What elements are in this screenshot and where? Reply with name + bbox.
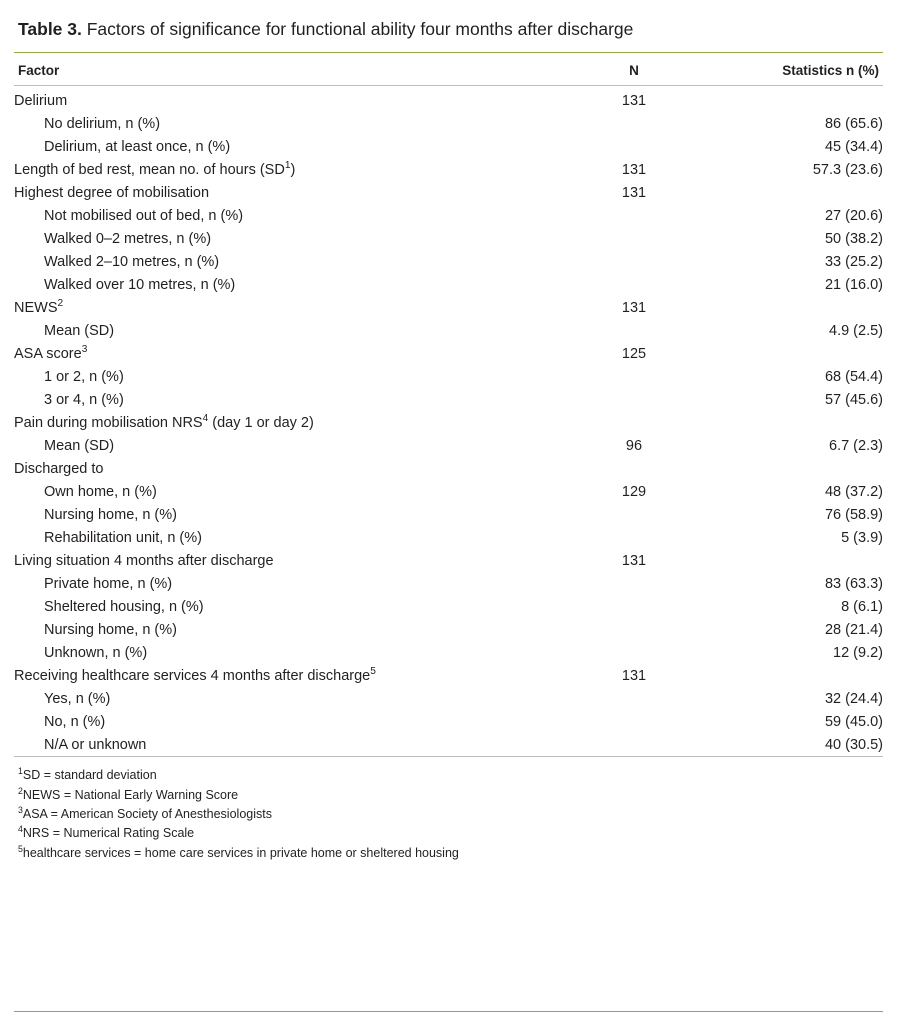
cell-n bbox=[579, 204, 689, 227]
factor-label: Nursing home, n (%) bbox=[44, 506, 177, 523]
cell-n: 125 bbox=[621, 345, 647, 362]
table-row bbox=[14, 687, 883, 710]
table-number: Table 3. bbox=[18, 19, 82, 39]
cell-factor bbox=[14, 319, 579, 342]
cell-statistics: 6.7 (2.3) bbox=[829, 437, 883, 454]
cell-factor bbox=[14, 457, 579, 480]
footnote bbox=[18, 766, 879, 785]
table-row bbox=[14, 572, 883, 595]
cell-factor bbox=[14, 480, 579, 503]
table-row bbox=[14, 388, 883, 411]
factor-label: Own home, n (%) bbox=[44, 483, 157, 500]
factor-label: Sheltered housing, n (%) bbox=[44, 598, 204, 615]
cell-n bbox=[579, 733, 689, 756]
table-row bbox=[14, 158, 883, 181]
table-row bbox=[14, 112, 883, 135]
table-footnotes bbox=[14, 756, 883, 869]
cell-n bbox=[579, 319, 689, 342]
table-row bbox=[14, 135, 883, 158]
cell-n bbox=[579, 641, 689, 664]
cell-statistics: 12 (9.2) bbox=[833, 644, 883, 661]
cell-statistics: 76 (58.9) bbox=[824, 506, 883, 523]
cell-factor bbox=[14, 85, 579, 112]
cell-factor bbox=[14, 641, 579, 664]
factor-label: Pain during mobilisation NRS bbox=[14, 414, 203, 431]
cell-statistics: 32 (24.4) bbox=[824, 690, 883, 707]
table-head bbox=[14, 53, 883, 86]
footnote bbox=[18, 805, 879, 824]
cell-statistics: 40 (30.5) bbox=[824, 736, 883, 753]
cell-factor bbox=[14, 112, 579, 135]
cell-factor bbox=[14, 342, 579, 365]
table-title: Factors of significance for functional ability four months after discharge bbox=[81, 19, 634, 39]
column-header-n: N bbox=[579, 53, 689, 86]
cell-statistics: 45 (34.4) bbox=[824, 138, 883, 155]
factor-label: Mean (SD) bbox=[44, 322, 115, 339]
cell-factor bbox=[14, 227, 579, 250]
footnote bbox=[18, 844, 879, 863]
bottom-rule bbox=[14, 1011, 883, 1012]
column-header-statistics: Statistics n (%) bbox=[689, 53, 883, 86]
table-row bbox=[14, 319, 883, 342]
cell-n bbox=[579, 365, 689, 388]
factor-label: N/A or unknown bbox=[44, 736, 147, 753]
cell-factor bbox=[14, 687, 579, 710]
data-table bbox=[14, 53, 883, 757]
footnote-marker: 2 bbox=[57, 297, 64, 309]
table-row bbox=[14, 526, 883, 549]
factor-label-suffix: (day 1 or day 2) bbox=[208, 414, 314, 431]
footnote-marker: 5 bbox=[370, 665, 376, 677]
cell-factor bbox=[14, 664, 579, 687]
cell-n bbox=[579, 227, 689, 250]
cell-factor bbox=[14, 618, 579, 641]
cell-n: 131 bbox=[621, 299, 647, 316]
cell-factor bbox=[14, 181, 579, 204]
factor-label: Delirium, at least once, n (%) bbox=[44, 138, 231, 155]
cell-statistics: 86 (65.6) bbox=[824, 115, 883, 132]
cell-n: 131 bbox=[621, 184, 647, 201]
header-row bbox=[14, 53, 883, 86]
cell-factor bbox=[14, 434, 579, 457]
factor-label: Walked 2–10 metres, n (%) bbox=[44, 253, 220, 270]
cell-factor bbox=[14, 388, 579, 411]
cell-factor bbox=[14, 365, 579, 388]
cell-statistics: 68 (54.4) bbox=[824, 368, 883, 385]
factor-label: No, n (%) bbox=[44, 713, 106, 730]
cell-statistics: 57.3 (23.6) bbox=[812, 161, 883, 178]
footnote-marker: 4 bbox=[202, 412, 209, 424]
factor-label: Private home, n (%) bbox=[44, 575, 173, 592]
cell-n bbox=[579, 618, 689, 641]
table-body bbox=[14, 85, 883, 756]
table-row bbox=[14, 710, 883, 733]
factor-label: Nursing home, n (%) bbox=[44, 621, 177, 638]
table-row bbox=[14, 457, 883, 480]
cell-factor bbox=[14, 135, 579, 158]
factor-label: 1 or 2, n (%) bbox=[44, 368, 124, 385]
cell-statistics bbox=[689, 342, 883, 365]
cell-n: 129 bbox=[621, 483, 647, 500]
table-row bbox=[14, 85, 883, 112]
cell-factor bbox=[14, 526, 579, 549]
footnote-text: healthcare services = home care services in private home or sheltered housing bbox=[22, 845, 459, 860]
cell-factor bbox=[14, 710, 579, 733]
footnote-text: ASA = American Society of Anesthesiologists bbox=[22, 806, 272, 821]
table-row bbox=[14, 296, 883, 319]
footnote bbox=[18, 824, 879, 843]
cell-factor bbox=[14, 733, 579, 756]
cell-statistics: 28 (21.4) bbox=[824, 621, 883, 638]
factor-label: Delirium bbox=[14, 92, 68, 109]
footnote-marker: 1 bbox=[18, 765, 23, 776]
factor-label: ASA score bbox=[14, 345, 82, 362]
factor-label: Living situation 4 months after discharge bbox=[14, 552, 274, 569]
cell-statistics: 59 (45.0) bbox=[824, 713, 883, 730]
cell-factor bbox=[14, 411, 579, 434]
table-row bbox=[14, 342, 883, 365]
table-row bbox=[14, 595, 883, 618]
table-row bbox=[14, 250, 883, 273]
table-row bbox=[14, 733, 883, 756]
footnote-marker: 3 bbox=[18, 804, 23, 815]
table-row bbox=[14, 204, 883, 227]
footnote-marker: 2 bbox=[18, 785, 23, 796]
footnote-marker: 3 bbox=[81, 343, 88, 355]
cell-n bbox=[579, 388, 689, 411]
cell-statistics: 57 (45.6) bbox=[824, 391, 883, 408]
cell-n: 131 bbox=[621, 552, 647, 569]
cell-factor bbox=[14, 503, 579, 526]
cell-statistics bbox=[689, 85, 883, 112]
cell-statistics: 33 (25.2) bbox=[824, 253, 883, 270]
cell-statistics: 50 (38.2) bbox=[824, 230, 883, 247]
cell-statistics bbox=[689, 457, 883, 480]
footnote-text: SD = standard deviation bbox=[22, 768, 157, 783]
cell-factor bbox=[14, 158, 579, 181]
factor-label: Mean (SD) bbox=[44, 437, 115, 454]
column-header-factor: Factor bbox=[14, 53, 579, 86]
table-row bbox=[14, 664, 883, 687]
factor-label: Yes, n (%) bbox=[44, 690, 111, 707]
cell-n bbox=[579, 273, 689, 296]
cell-n: 131 bbox=[621, 92, 647, 109]
factor-label: Receiving healthcare services 4 months after discharge bbox=[14, 667, 371, 684]
factor-label: No delirium, n (%) bbox=[44, 115, 161, 132]
factor-label: Unknown, n (%) bbox=[44, 644, 148, 661]
table-row bbox=[14, 273, 883, 296]
footnote-marker: 4 bbox=[18, 824, 23, 835]
footnote-marker: 5 bbox=[18, 843, 23, 854]
cell-n bbox=[579, 595, 689, 618]
factor-label: Walked 0–2 metres, n (%) bbox=[44, 230, 212, 247]
cell-factor bbox=[14, 549, 579, 572]
cell-n bbox=[579, 250, 689, 273]
factor-label: Highest degree of mobilisation bbox=[14, 184, 210, 201]
cell-factor bbox=[14, 296, 579, 319]
cell-statistics: 5 (3.9) bbox=[841, 529, 883, 546]
table-row bbox=[14, 618, 883, 641]
factor-label: Rehabilitation unit, n (%) bbox=[44, 529, 202, 546]
cell-factor bbox=[14, 572, 579, 595]
footnote-marker: 1 bbox=[284, 159, 291, 171]
cell-statistics bbox=[689, 549, 883, 572]
cell-n bbox=[579, 503, 689, 526]
factor-label: Walked over 10 metres, n (%) bbox=[44, 276, 236, 293]
cell-statistics bbox=[689, 296, 883, 319]
cell-statistics: 83 (63.3) bbox=[824, 575, 883, 592]
cell-n bbox=[579, 687, 689, 710]
factor-label: NEWS bbox=[14, 299, 58, 316]
cell-factor bbox=[14, 273, 579, 296]
table-row bbox=[14, 503, 883, 526]
cell-statistics: 8 (6.1) bbox=[841, 598, 883, 615]
table-row bbox=[14, 434, 883, 457]
footnote-text: NEWS = National Early Warning Score bbox=[22, 787, 239, 802]
factor-label: 3 or 4, n (%) bbox=[44, 391, 124, 408]
cell-n bbox=[579, 411, 689, 434]
cell-n: 131 bbox=[621, 667, 647, 684]
cell-statistics: 21 (16.0) bbox=[824, 276, 883, 293]
factor-label: Not mobilised out of bed, n (%) bbox=[44, 207, 244, 224]
cell-statistics bbox=[689, 664, 883, 687]
cell-statistics: 27 (20.6) bbox=[824, 207, 883, 224]
cell-n bbox=[579, 526, 689, 549]
cell-n: 131 bbox=[621, 161, 647, 178]
cell-statistics: 4.9 (2.5) bbox=[829, 322, 883, 339]
footnote-text: NRS = Numerical Rating Scale bbox=[22, 826, 195, 841]
table-caption bbox=[14, 18, 883, 52]
cell-statistics bbox=[689, 411, 883, 434]
cell-n bbox=[579, 710, 689, 733]
factor-label: Length of bed rest, mean no. of hours (SD bbox=[14, 161, 285, 178]
cell-n bbox=[579, 112, 689, 135]
cell-n: 96 bbox=[625, 437, 643, 454]
cell-n bbox=[579, 572, 689, 595]
table-row bbox=[14, 549, 883, 572]
cell-n bbox=[579, 457, 689, 480]
table-row bbox=[14, 365, 883, 388]
table-row bbox=[14, 181, 883, 204]
table-row bbox=[14, 227, 883, 250]
table-row bbox=[14, 411, 883, 434]
table-row bbox=[14, 480, 883, 503]
cell-statistics: 48 (37.2) bbox=[824, 483, 883, 500]
cell-n bbox=[579, 135, 689, 158]
cell-factor bbox=[14, 204, 579, 227]
cell-statistics bbox=[689, 181, 883, 204]
table-row bbox=[14, 641, 883, 664]
cell-factor bbox=[14, 595, 579, 618]
factor-label-suffix: ) bbox=[290, 161, 296, 178]
factor-label: Discharged to bbox=[14, 460, 104, 477]
cell-factor bbox=[14, 250, 579, 273]
footnote bbox=[18, 786, 879, 805]
